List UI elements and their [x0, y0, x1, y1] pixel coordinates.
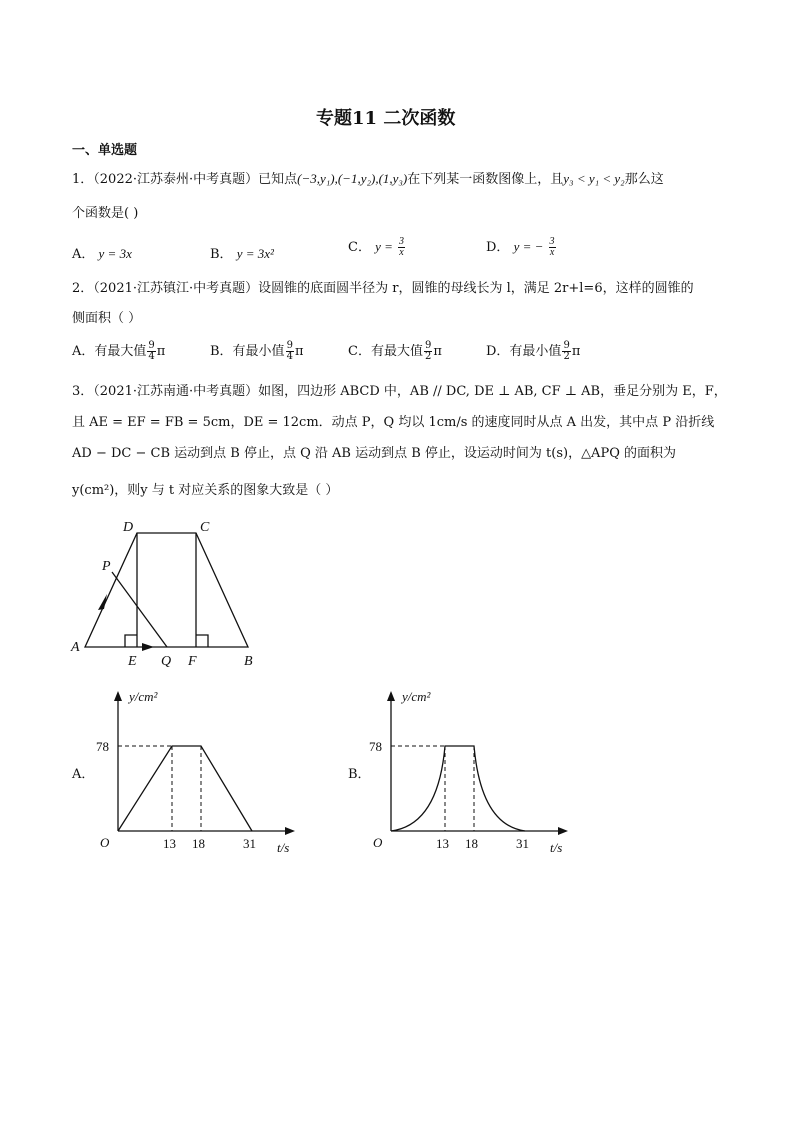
- frac-denominator: 2: [424, 351, 432, 362]
- right-angle-e: [125, 635, 137, 647]
- pi-symbol: π: [294, 344, 304, 359]
- q1-option-c-fraction: [398, 237, 405, 258]
- frac-denominator: 4: [286, 351, 293, 362]
- q1-option-b-label: B．: [210, 247, 233, 262]
- q1-stem-a: 1．（2022·江苏泰州·中考真题）已知点: [72, 172, 298, 187]
- q2-option-d-fraction: [562, 341, 570, 362]
- frac-denominator: 2: [563, 351, 570, 362]
- q1-option-d-prefix: y = −: [513, 239, 544, 254]
- q2-option-c-fraction: [424, 341, 432, 362]
- q3-option-a-graph[interactable]: [95, 685, 305, 857]
- q2-option-b-label: B．有最小值: [210, 344, 285, 359]
- q1-option-b[interactable]: [210, 243, 274, 262]
- q1-option-a-formula: y = 3x: [98, 246, 132, 261]
- x-tick-13: 13: [163, 836, 176, 851]
- frac-denominator: 4: [148, 351, 155, 362]
- x-axis-arrow: [285, 827, 295, 835]
- q2-option-c-label: C．有最大值: [348, 344, 423, 359]
- y-axis-arrow: [114, 691, 122, 701]
- q1-option-c[interactable]: [348, 236, 406, 258]
- q1-option-b-formula: y = 3x²: [236, 246, 274, 261]
- section-heading: 一、单选题: [72, 143, 138, 158]
- q2-option-a[interactable]: [72, 340, 165, 362]
- q3-option-b-graph[interactable]: [368, 685, 578, 857]
- x-tick-13: 13: [436, 836, 449, 851]
- graph-b-curve: [391, 746, 525, 831]
- trapezoid-abcd: [85, 533, 248, 647]
- y-tick-78: 78: [96, 739, 109, 754]
- q2-option-b-fraction: [286, 341, 294, 362]
- frac-numerator: 3: [399, 236, 405, 247]
- trapezoid-figure: [60, 515, 280, 675]
- frac-numerator: 9: [286, 340, 293, 351]
- arrow-on-ab: [142, 643, 154, 651]
- q2-option-a-label: A．有最大值: [72, 344, 147, 359]
- q1-option-a-label: A．: [72, 247, 95, 262]
- page-title: 专题11 二次函数: [316, 108, 456, 129]
- label-f: F: [188, 654, 197, 669]
- frac-numerator: 3: [549, 236, 555, 247]
- q2-option-a-fraction: [147, 341, 155, 362]
- x-axis-label: t/s: [550, 840, 563, 855]
- question-1-line-1: [72, 170, 664, 189]
- question-2-line-1: 2．（2021·江苏镇江·中考真题）设圆锥的底面圆半径为 r，圆锥的母线长为 l，满足 2r+l=6，这样的圆锥的: [72, 281, 694, 296]
- frac-denominator: x: [549, 247, 555, 258]
- q1-condition: y₃ < y₁ < y₂: [563, 171, 625, 186]
- pi-symbol: π: [571, 344, 581, 359]
- x-tick-18: 18: [192, 836, 205, 851]
- question-3-line-1: 3．（2021·江苏南通·中考真题）如图，四边形 ABCD 中，AB // DC, DE ⊥ AB, CF ⊥ AB，垂足分别为 E，F，: [72, 384, 727, 399]
- q1-option-a[interactable]: [72, 243, 132, 262]
- q1-stem-b: 在下列某一函数图像上，且: [407, 172, 564, 187]
- q3-option-b-label[interactable]: B．: [348, 767, 371, 782]
- x-axis-arrow: [558, 827, 568, 835]
- frac-numerator: 9: [424, 340, 432, 351]
- q2-option-d-label: D．有最小值: [486, 344, 562, 359]
- q1-option-c-label: C．: [348, 240, 371, 255]
- question-2-line-2: 侧面积（ ）: [72, 311, 142, 326]
- frac-numerator: 9: [148, 340, 155, 351]
- x-tick-18: 18: [465, 836, 478, 851]
- segment-pq: [112, 572, 167, 647]
- q2-option-b[interactable]: [210, 340, 303, 362]
- label-e: E: [128, 654, 137, 669]
- x-axis-label: t/s: [277, 840, 290, 855]
- q1-option-d-label: D．: [486, 240, 510, 255]
- q1-option-d[interactable]: [486, 236, 557, 258]
- q2-option-c[interactable]: [348, 340, 442, 362]
- q1-option-c-prefix: y =: [375, 239, 393, 254]
- origin-label: O: [373, 835, 383, 850]
- question-1-line-2: 个函数是( ): [72, 206, 139, 221]
- label-c: C: [200, 520, 210, 535]
- question-3-line-3: AD − DC − CB 运动到点 B 停止，点 Q 沿 AB 运动到点 B 停止，设运动时间为 t(s)，△APQ 的面积为: [72, 446, 676, 461]
- y-axis-label: y/cm²: [402, 689, 431, 704]
- label-q: Q: [161, 654, 172, 669]
- q1-points: (−3,y₁),(−1,y₂),(1,y₃): [297, 171, 408, 186]
- q2-option-d[interactable]: [486, 340, 580, 362]
- pi-symbol: π: [156, 344, 166, 359]
- label-p: P: [102, 559, 111, 574]
- q3-option-a-label[interactable]: A．: [72, 767, 95, 782]
- right-angle-f: [196, 635, 208, 647]
- label-b: B: [244, 654, 253, 669]
- label-a: A: [71, 640, 80, 655]
- x-tick-31: 31: [516, 836, 529, 851]
- origin-label: O: [100, 835, 110, 850]
- x-tick-31: 31: [243, 836, 256, 851]
- pi-symbol: π: [433, 344, 442, 359]
- q1-stem-c: 那么这: [624, 172, 664, 187]
- graph-a-curve: [118, 746, 252, 831]
- y-axis-arrow: [387, 691, 395, 701]
- y-axis-label: y/cm²: [129, 689, 158, 704]
- q1-option-d-fraction: [549, 237, 556, 258]
- frac-denominator: x: [399, 247, 404, 258]
- frac-numerator: 9: [563, 340, 570, 351]
- y-tick-78: 78: [369, 739, 382, 754]
- question-3-line-2: 且 AE = EF = FB = 5cm，DE = 12cm．动点 P，Q 均以 1cm/s 的速度同时从点 A 出发，其中点 P 沿折线: [72, 415, 715, 430]
- question-3-line-4: y(cm²)，则y 与 t 对应关系的图象大致是（ ）: [72, 483, 339, 498]
- label-d: D: [123, 520, 134, 535]
